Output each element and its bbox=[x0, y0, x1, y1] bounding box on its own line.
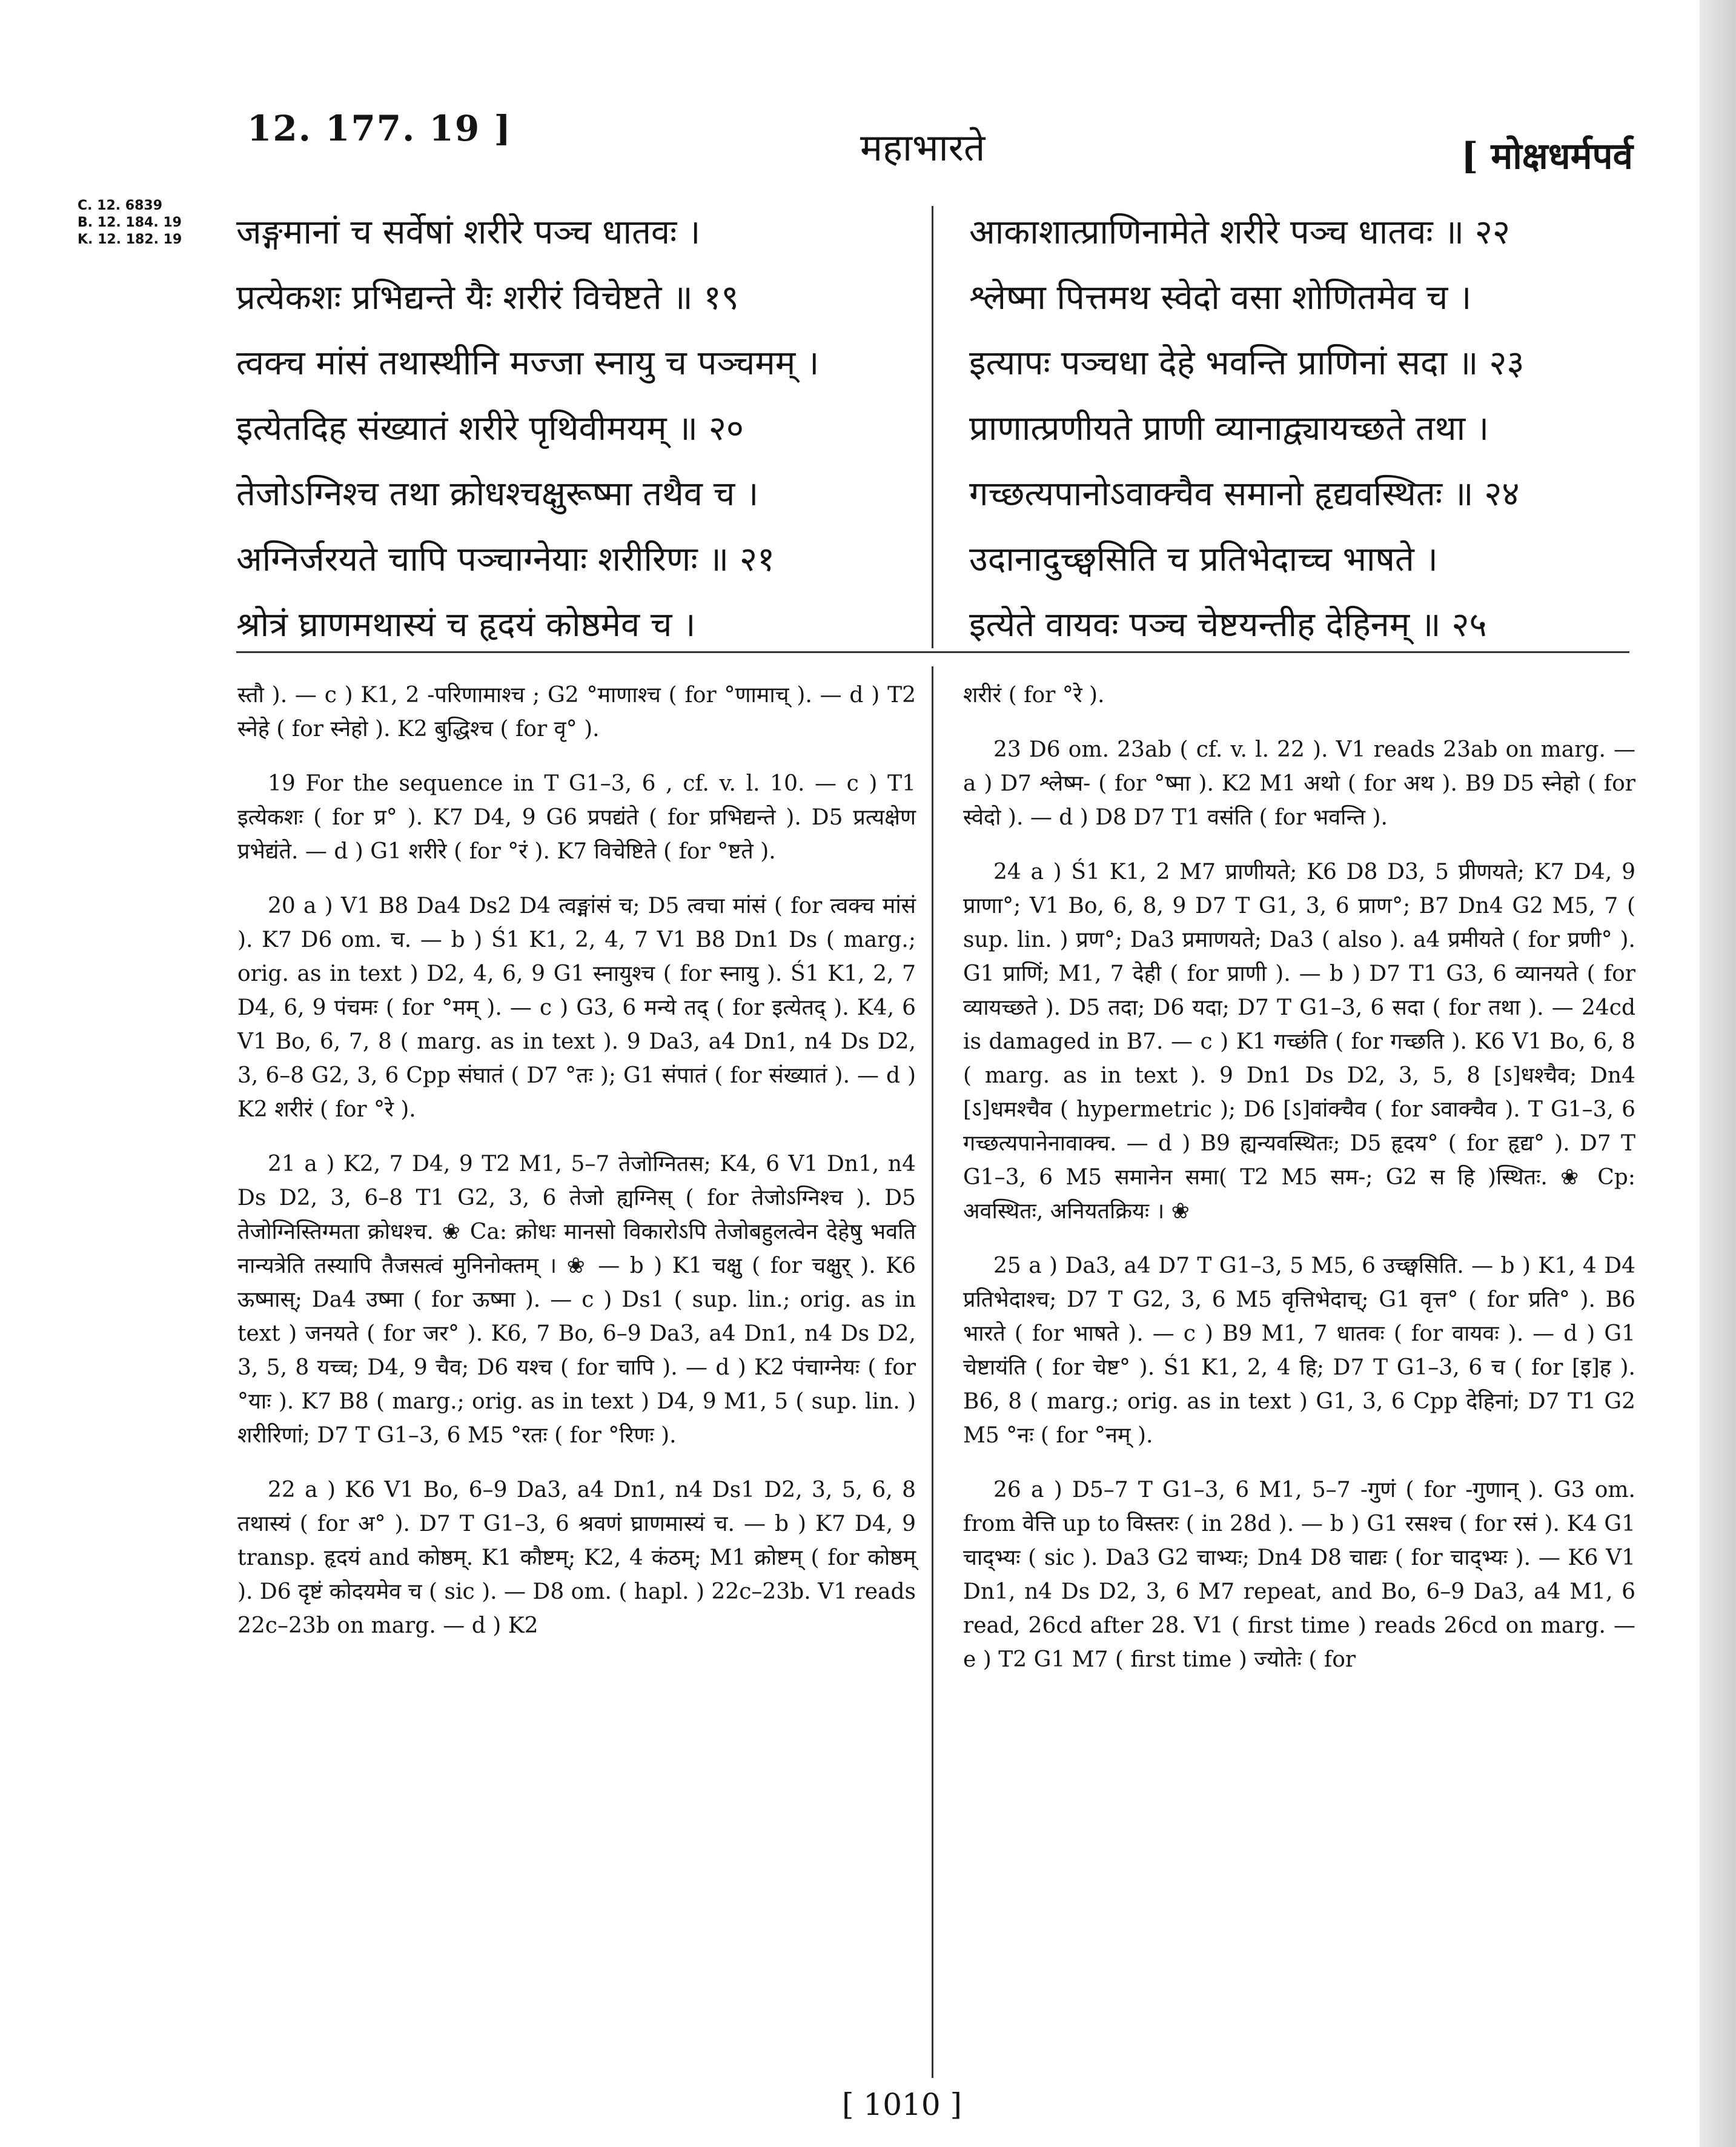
horizontal-rule bbox=[236, 651, 1629, 653]
notes-column-left bbox=[237, 679, 923, 1664]
concordance-block bbox=[78, 197, 182, 248]
page-edge-shadow bbox=[1700, 0, 1736, 2147]
apparatus-note: 26 a ) D5–7 T G1–3, 6 M1, 5–7 -गुणं ( for -गुणान् ). G3 om. from वेत्ति up to विस्तरः ( in 28d ). — b ) G1 रसश्च ( for रसं ). K4 G1 चाद्भ्यः ( sic ). Da3 G2 चाभ्यः; Dn4 D8 चाद्यः ( for चाद्भ्यः ). — K6 V1 Dn1, n4 Ds D2, 3, 6 M7 repeat, and Bo, 6–9 Da3, a4 M1, 6 read, 26cd after 28. V1 ( first time ) reads 26cd on marg. — e ) T2 G1 M7 ( first time ) ज्योतेः ( for bbox=[963, 1478, 1643, 1672]
verse-line: उदानादुच्छ्वसिति च प्रतिभेदाच्च भाषते । bbox=[969, 540, 1438, 579]
apparatus-note: स्तौ ). — c ) K1, 2 -परिणामाश्च ; G2 °माणाश्च ( for °णामाच् ). — d ) T2 स्नेहे ( for स्नेहो ). K2 बुद्धिश्च ( for वृ° ). bbox=[237, 683, 923, 742]
apparatus-note: 21 a ) K2, 7 D4, 9 T2 M1, 5–7 तेजोग्नितस; K4, 6 V1 Dn1, n4 Ds D2, 3, 6–8 T1 G2, 3, 6 तेजो ह्यग्निस् ( for तेजोऽग्निश्च ). D5 तेजोग्निस्तिग्मता क्रोधश्च. ❀ Ca: क्रोधः मानसो विकारोऽपि तेजोबहुलत्वेन देहेषु भवति नान्यत्रेति तस्यापि तैजसत्वं मुनिनोक्तम् । ❀ — b ) K1 चक्षु ( for चक्षुर् ). K6 ऊष्मास्; Da4 उष्मा ( for ऊष्मा ). — c ) Ds1 ( sup. lin.; orig. as in text ) जनयते ( for जर° ). K6, 7 Bo, 6–9 Da3, a4 Dn1, n4 Ds D2, 3, 5, 8 यच्च; D4, 9 चैव; D6 यश्च ( for चापि ). — d ) K2 पंचाग्नेयः ( for °याः ). K7 B8 ( marg.; orig. as in text ) D4, 9 M1, 5 ( sup. lin. ) शरीरिणां; D7 T G1–3, 6 M5 °रतः ( for °रिणः ). bbox=[237, 1152, 923, 1448]
verse-line: इत्यापः पञ्चधा देहे भवन्ति प्राणिनां सदा ॥ २३ bbox=[969, 343, 1525, 383]
concordance-line: B. 12. 184. 19 bbox=[78, 215, 182, 230]
verse-line: श्रोत्रं घ्राणमथास्यं च हृदयं कोष्ठमेव च । bbox=[236, 605, 696, 645]
verse-line: इत्येते वायवः पञ्च चेष्टयन्तीह देहिनम् ॥ २५ bbox=[969, 605, 1487, 645]
parva-title: [ मोक्षधर्मपर्व bbox=[1461, 135, 1633, 178]
verse-reference: 12. 177. 19 ] bbox=[247, 108, 512, 149]
concordance-line: C. 12. 6839 bbox=[78, 198, 163, 213]
verse-line: आकाशात्प्राणिनामेते शरीरे पञ्च धातवः ॥ २२ bbox=[969, 213, 1511, 252]
verse-line: तेजोऽग्निश्च तथा क्रोधश्चक्षुरूष्मा तथैव च । bbox=[236, 474, 759, 514]
verse-line: प्रत्येकशः प्रभिद्यन्ते यैः शरीरं विचेष्टते ॥ १९ bbox=[236, 278, 739, 317]
concordance-line: K. 12. 182. 19 bbox=[78, 232, 182, 247]
verse-line: प्राणात्प्रणीयते प्राणी व्यानाद्व्यायच्छते तथा । bbox=[969, 409, 1489, 448]
verse-line: जङ्गमानां च सर्वेषां शरीरे पञ्च धातवः । bbox=[236, 213, 701, 252]
running-title: महाभारते bbox=[860, 125, 986, 170]
verse-line: गच्छत्यपानोऽवाक्चैव समानो हृद्यवस्थितः ॥ २४ bbox=[969, 474, 1520, 514]
apparatus-note: 20 a ) V1 B8 Da4 Ds2 D4 त्वङ्मांसं च; D5 त्वचा मांसं ( for त्वक्च मांसं ). K7 D6 om. च. — b ) Ś1 K1, 2, 4, 7 V1 B8 Dn1 Ds ( marg.; orig. as in text ) D2, 4, 6, 9 G1 स्नायुश्च ( for स्नायु ). Ś1 K1, 2, 7 D4, 6, 9 पंचमः ( for °मम् ). — c ) G3, 6 मन्ये तद् ( for इत्येतद् ). K4, 6 V1 Bo, 6, 7, 8 ( marg. as in text ). 9 Da3, a4 Dn1, n4 Ds D2, 3, 6–8 G2, 3, 6 Cpp संघातं ( D7 °तः ); G1 संपातं ( for संख्यातं ). — d ) K2 शरीरं ( for °रे ). bbox=[237, 894, 923, 1122]
notes-column-right bbox=[963, 679, 1643, 1697]
verse-column-right bbox=[969, 200, 1642, 658]
verse-line: श्लेष्मा पित्तमथ स्वेदो वसा शोणितमेव च । bbox=[969, 278, 1472, 317]
verse-line: त्वक्च मांसं तथास्थीनि मज्जा स्नायु च पञ्चमम् । bbox=[236, 343, 820, 383]
apparatus-note: 22 a ) K6 V1 Bo, 6–9 Da3, a4 Dn1, n4 Ds1 D2, 3, 5, 6, 8 तथास्यं ( for अ° ). D7 T G1–3, 6 श्रवणं घ्राणमास्यं च. — b ) K7 D4, 9 transp. हृदयं and कोष्ठम्. K1 कौष्टम्; K2, 4 कंठम्; M1 क्रोष्टम् ( for कोष्ठम् ). D6 दृष्टं कोदयमेव च ( sic ). — D8 om. ( hapl. ) 22c–23b. V1 reads 22c–23b on marg. — d ) K2 bbox=[237, 1478, 923, 1638]
apparatus-note: शरीरं ( for °रे ). bbox=[963, 683, 1105, 708]
notes-column-divider bbox=[932, 666, 933, 2078]
apparatus-note: 24 a ) Ś1 K1, 2 M7 प्राणीयते; K6 D8 D3, 5 प्रीणयते; K7 D4, 9 प्राणा°; V1 Bo, 6, 8, 9 D7 T G1, 3, 6 प्राण°; B7 Dn4 G2 M5, 7 ( sup. lin. ) प्रण°; Da3 प्रमाणयते; Da3 ( also ). a4 प्रमीयते ( for प्रणी° ). G1 प्राणिं; M1, 7 देही ( for प्राणी ). — b ) D7 T1 G3, 6 व्यानयते ( for व्यायच्छते ). D5 तदा; D6 यदा; D7 T G1–3, 6 सदा ( for तथा ). — 24cd is damaged in B7. — c ) K1 गच्छंति ( for गच्छति ). K6 V1 Bo, 6, 8 ( marg. as in text ). 9 Dn1 Ds D2, 3, 5, 8 [ऽ]धश्चैव; Dn4 [ऽ]धमश्चैव ( hypermetric ); D6 [ऽ]वांक्चैव ( for ऽवाक्चैव ). T G1–3, 6 गच्छत्यपानेनावाक्च. — d ) B9 ह्यन्यवस्थितः; D5 हृदय° ( for हृद्य° ). D7 T G1–3, 6 M5 समानेन समा( T2 M5 सम-; G2 स हि )स्थितः. ❀ Cp: अवस्थितः, अनियतक्रियः । ❀ bbox=[963, 860, 1643, 1224]
verse-line: अग्निर्जरयते चापि पञ्चाग्नेयाः शरीरिणः ॥ २१ bbox=[236, 540, 775, 579]
apparatus-note: 25 a ) Da3, a4 D7 T G1–3, 5 M5, 6 उच्छ्वसिति. — b ) K1, 4 D4 प्रतिभेदाश्च; D7 T G2, 3, 6 M5 वृत्तिभेदाच्; G1 वृत्त° ( for प्रति° ). B6 भारते ( for भाषते ). — c ) B9 M1, 7 धातवः ( for वायवः ). — d ) G1 चेष्टायंति ( for चेष्ट° ). Ś1 K1, 2, 4 हि; D7 T G1–3, 6 च ( for [इ]ह ). B6, 8 ( marg.; orig. as in text ) G1, 3, 6 Cpp देहिनां; D7 T1 G2 M5 °नः ( for °नम् ). bbox=[963, 1253, 1643, 1448]
apparatus-note: 19 For the sequence in T G1–3, 6 , cf. v. l. 10. — c ) T1 इत्येकशः ( for प्र° ). K7 D4, 9 G6 प्रपद्यंते ( for प्रभिद्यन्ते ). D5 प्रत्यक्षेण प्रभेद्यंते. — d ) G1 शरीरे ( for °रं ). K7 विचेष्टिते ( for °ष्टते ). bbox=[237, 771, 923, 864]
verse-line: इत्येतदिह संख्यातं शरीरे पृथिवीमयम् ॥ २० bbox=[236, 409, 744, 448]
verse-column-left bbox=[236, 200, 903, 658]
page-number: [ 1010 ] bbox=[842, 2087, 962, 2122]
apparatus-note: 23 D6 om. 23ab ( cf. v. l. 22 ). V1 reads 23ab on marg. — a ) D7 श्लेष्म- ( for °ष्मा ). K2 M1 अथो ( for अथ ). B9 D5 स्नेहो ( for स्वेदो ). — d ) D8 D7 T1 वसंति ( for भवन्ति ). bbox=[963, 737, 1643, 830]
column-divider bbox=[932, 206, 933, 648]
